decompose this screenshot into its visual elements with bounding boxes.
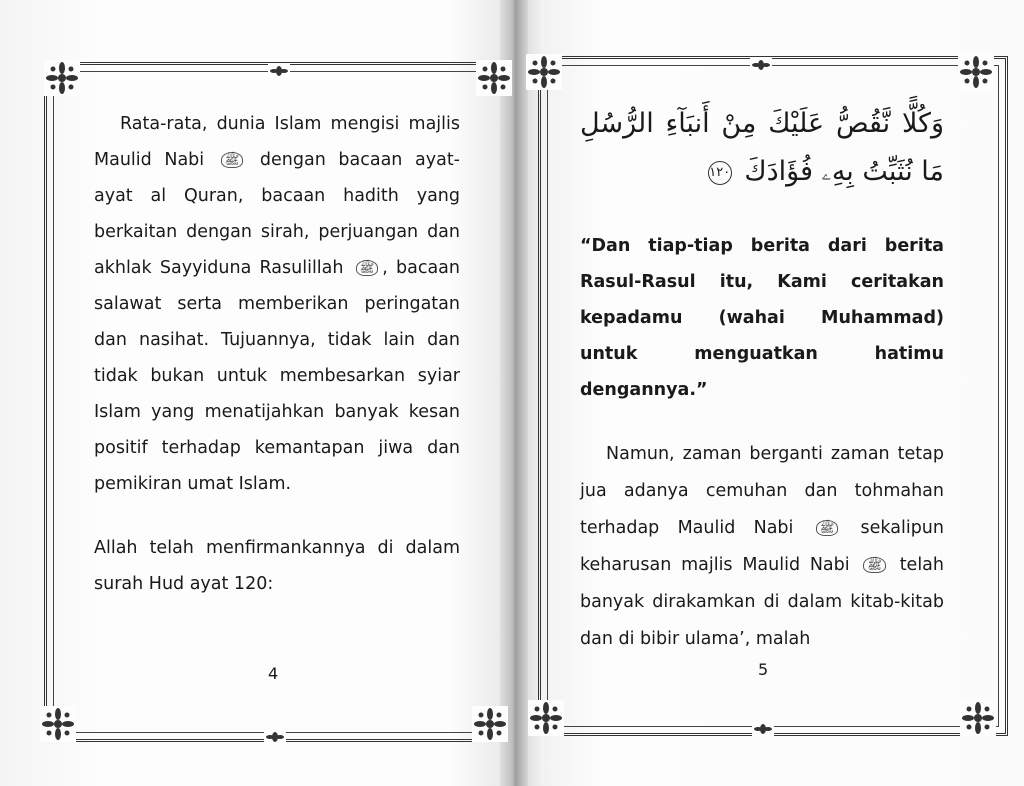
- floral-corner-ornament-icon: [958, 54, 994, 90]
- floral-corner-ornament-icon: [40, 706, 76, 742]
- fleuron-ornament-icon: [268, 64, 290, 78]
- floral-corner-ornament-icon: [526, 54, 562, 90]
- salawat-glyph-icon: ﷺ: [863, 557, 886, 573]
- floral-corner-ornament-icon: [472, 706, 508, 742]
- floral-corner-ornament-icon: [960, 700, 996, 736]
- floral-corner-ornament-icon: [44, 60, 80, 96]
- salawat-glyph-icon: ﷺ: [356, 260, 379, 276]
- floral-corner-ornament-icon: [528, 700, 564, 736]
- fleuron-ornament-icon: [264, 730, 286, 744]
- left-paragraph-1-text-b: dengan bacaan ayat-ayat al Quran, bacaan hadith yang berkaitan dengan sirah, perjuangan dan akhlak Sayyiduna Rasulillah: [94, 150, 460, 278]
- salawat-glyph-icon: ﷺ: [221, 152, 244, 168]
- quran-verse-text: وَكُلًّا نَّقُصُّ عَلَيْكَ مِنْ أَنبَآءِ الرُّسُلِ مَا نُثَبِّتُ بِهِۦ فُؤَادَكَ: [580, 108, 944, 187]
- fleuron-ornament-icon: [752, 722, 774, 736]
- right-paragraph-1-text-b: sekalipun keharusan majlis Maulid Nabi: [580, 518, 944, 575]
- quran-verse: [580, 100, 944, 196]
- right-paragraph-1: [580, 436, 944, 658]
- left-paragraph-2: Allah telah menfirmankannya di dalam surah Hud ayat 120:: [94, 538, 460, 594]
- book-spine: [500, 0, 528, 786]
- left-page-body: [94, 106, 460, 602]
- right-paragraph-1-text-c: telah banyak dirakamkan di dalam kitab-kitab dan di bibir ulama’, malah: [580, 555, 944, 649]
- right-paragraph-1-text-a: Namun, zaman berganti zaman tetap jua adanya cemuhan dan tohmahan terhadap Maulid Nabi: [580, 444, 944, 538]
- fleuron-ornament-icon: [750, 58, 772, 72]
- page-number-left: 4: [268, 664, 279, 683]
- ayah-number-marker: ١٢٠: [708, 161, 732, 185]
- left-paragraph-1: [94, 106, 460, 502]
- page-number-right: 5: [758, 660, 769, 679]
- left-paragraph-1-text-c: , bacaan salawat serta memberikan peringatan dan nasihat. Tujuannya, tidak lain dan tidak bukan untuk membesarkan syiar Islam yang menatijahkan banyak kesan positif terhadap kemantapan jiwa dan pemikiran umat Islam.: [94, 258, 460, 494]
- verse-translation: “Dan tiap-tiap berita dari berita Rasul-Rasul itu, Kami ceritakan kepadamu (wahai Muhammad) untuk menguatkan hatimu dengannya.”: [580, 236, 944, 400]
- salawat-glyph-icon: ﷺ: [816, 520, 839, 536]
- floral-corner-ornament-icon: [476, 60, 512, 96]
- left-paragraph-1-text-a: Rata-rata, dunia Islam mengisi majlis Maulid Nabi: [94, 114, 460, 170]
